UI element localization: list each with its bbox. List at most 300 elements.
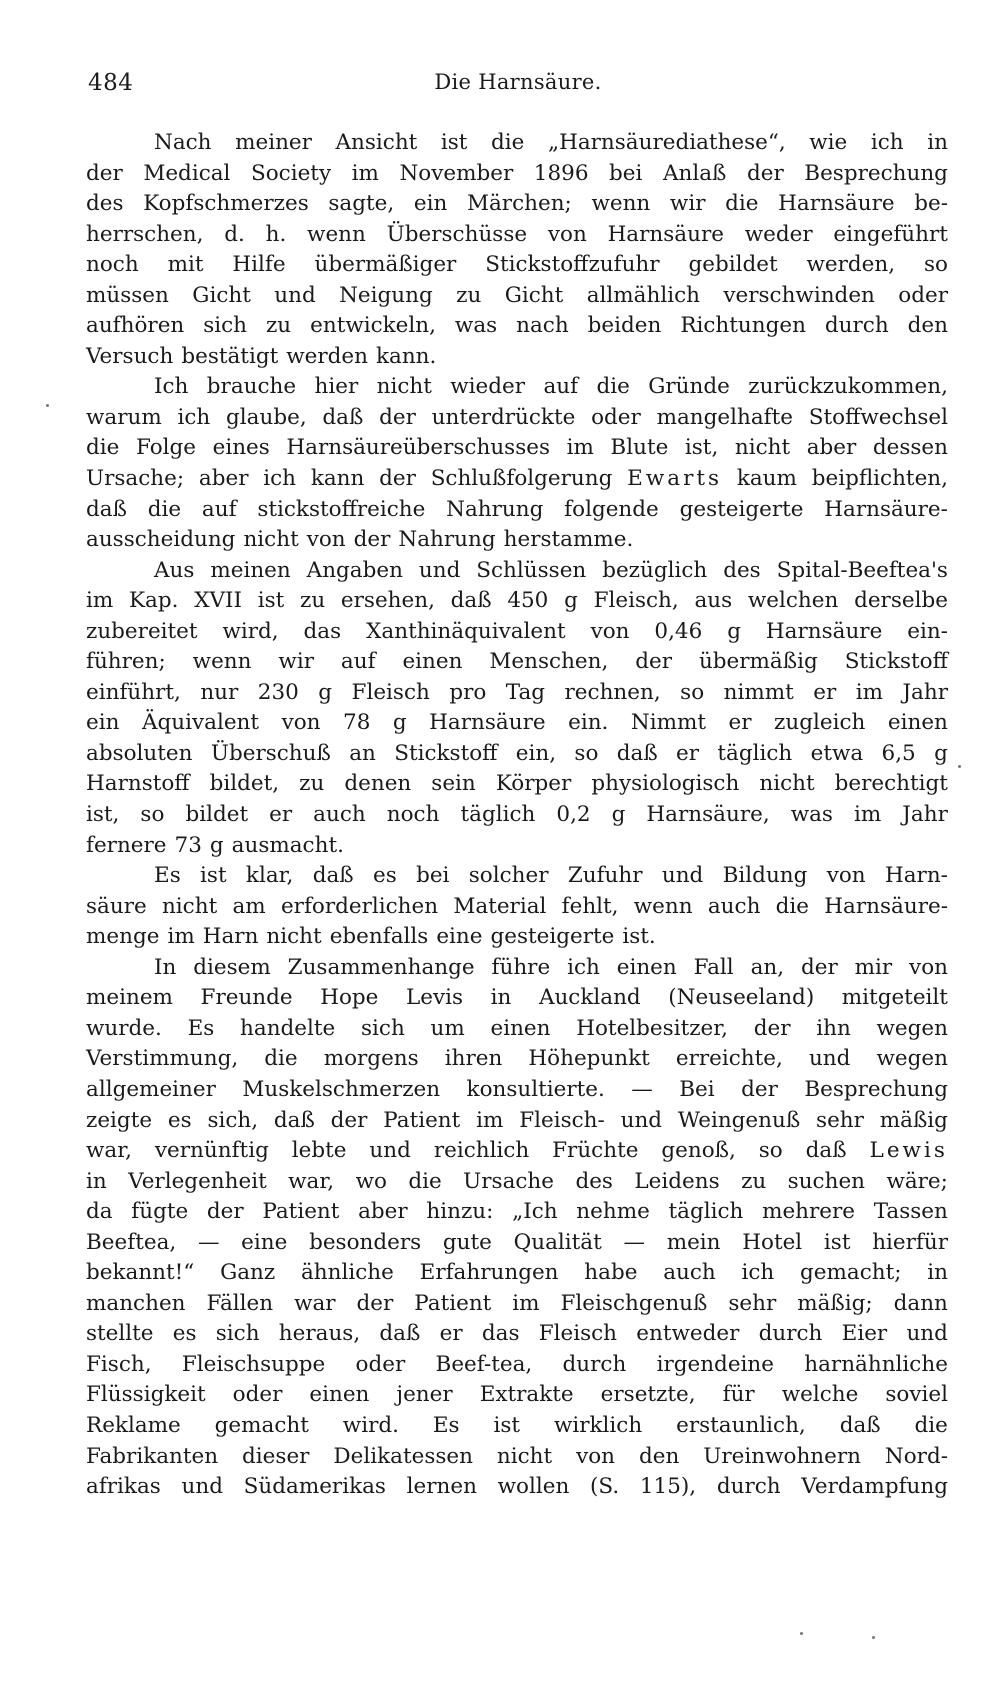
word: daß — [86, 496, 127, 522]
word: er — [269, 802, 293, 828]
word: da — [86, 1199, 113, 1225]
text-line — [86, 464, 948, 495]
word: täglich — [460, 802, 536, 828]
word: suchen — [787, 1168, 866, 1194]
word: Bei — [679, 1076, 715, 1102]
word: um — [430, 1015, 465, 1041]
word: von — [306, 527, 346, 553]
word: Ursache; — [86, 466, 185, 492]
word: noch — [86, 252, 139, 278]
word: meiner — [235, 130, 312, 155]
word: hierfür — [872, 1229, 948, 1255]
word: täglich — [717, 740, 793, 766]
word: wirklich — [553, 1412, 643, 1438]
word: und — [661, 863, 704, 889]
word: war — [294, 1290, 336, 1316]
word: Society — [250, 160, 332, 186]
word: beipflichten, — [811, 466, 948, 492]
word: Es — [187, 1015, 215, 1041]
word: Xanthinäquivalent — [366, 618, 566, 644]
word: Harnsäure — [778, 191, 895, 217]
word: gesteigerte — [679, 496, 804, 522]
word: und — [369, 1138, 411, 1164]
word: wenn — [633, 893, 693, 919]
word: beiden — [587, 313, 662, 339]
word: genoß, — [661, 1138, 736, 1164]
word: auch — [663, 1260, 716, 1286]
word: der — [379, 466, 416, 492]
word: Angaben — [306, 557, 403, 583]
word: reichlich — [433, 1138, 530, 1164]
word: und — [620, 1107, 663, 1133]
word: das — [303, 618, 342, 644]
word: Verstimmung, — [86, 1046, 239, 1072]
word: Tag — [505, 679, 546, 705]
word: Harn — [202, 924, 259, 950]
word: sehr — [728, 1290, 777, 1316]
word: physiologisch — [591, 771, 740, 797]
word: allgemeiner — [86, 1076, 216, 1102]
word: wo — [355, 1168, 387, 1194]
word: Hotelbesitzer, — [576, 1015, 729, 1041]
word: von — [576, 1443, 616, 1469]
word: Jahr — [902, 679, 948, 705]
word: wenn — [192, 649, 252, 675]
word: lebte — [291, 1138, 347, 1164]
word: ist — [200, 863, 227, 889]
word: Folge — [135, 435, 197, 461]
word: erstaunlich, — [676, 1412, 806, 1438]
word: hier — [314, 374, 359, 400]
word: bekannt!“ — [86, 1260, 195, 1286]
word: ein, — [515, 740, 557, 766]
word: einen — [309, 1382, 370, 1408]
word: gemacht — [214, 1412, 309, 1438]
word: 115), — [639, 1474, 697, 1500]
word: Körper — [495, 771, 572, 797]
word: fehlt, — [561, 893, 619, 919]
word: „Harnsäurediathese“, — [547, 130, 786, 155]
word: Eier — [841, 1321, 888, 1347]
word: — — [623, 1229, 645, 1255]
word: g — [318, 679, 333, 705]
text-line — [86, 342, 948, 373]
word: im — [566, 435, 594, 461]
word: Harnsäureüberschusses — [286, 435, 550, 461]
word: Früchte — [552, 1138, 639, 1164]
text-line — [86, 617, 948, 648]
word: menge — [86, 924, 160, 950]
word: ist, — [684, 435, 719, 461]
word: be- — [914, 191, 948, 217]
word: Muskelschmerzen — [242, 1076, 441, 1102]
text-line — [86, 983, 948, 1014]
word: von — [547, 221, 587, 247]
word: sehr — [816, 1107, 864, 1133]
word: — — [631, 1076, 653, 1102]
word: den — [907, 313, 948, 339]
word: kaum — [736, 466, 797, 492]
word: nach — [516, 313, 569, 339]
word: was — [790, 802, 833, 828]
word: und — [418, 557, 461, 583]
text-line — [86, 1167, 948, 1198]
scan-speck — [958, 765, 961, 768]
word: Besprechung — [804, 160, 948, 186]
text-line — [86, 495, 948, 526]
word: mangelhafte — [656, 404, 793, 430]
word: Beeftea, — [86, 1229, 177, 1255]
word: mein — [666, 1229, 721, 1255]
word: Schlüssen — [476, 557, 587, 583]
word: g — [564, 588, 578, 614]
word: eines — [212, 435, 270, 461]
word: ist, — [86, 802, 120, 828]
word: Extrakte — [479, 1382, 574, 1408]
word: Flüssigkeit — [86, 1382, 206, 1408]
text-line — [86, 1472, 948, 1503]
word: Freunde — [200, 985, 293, 1011]
word: Versuch — [86, 343, 174, 369]
word: gemacht; — [800, 1260, 902, 1286]
word: Südamerikas — [243, 1474, 386, 1500]
word: wurde. — [86, 1015, 162, 1041]
text-line — [86, 708, 948, 739]
word: fügte — [131, 1199, 189, 1225]
word: von — [590, 618, 630, 644]
word: dessen — [872, 435, 948, 461]
text-line — [86, 1228, 948, 1259]
word: so — [574, 740, 599, 766]
word: Bildung — [722, 863, 808, 889]
word: 1896 — [533, 160, 589, 186]
word: Nach — [154, 130, 212, 155]
word: aus — [694, 588, 733, 614]
word: manchen — [86, 1290, 186, 1316]
word: auch — [707, 893, 761, 919]
word: Stickstoff — [394, 740, 498, 766]
word: nicht — [734, 435, 791, 461]
word: des — [575, 1168, 613, 1194]
word: habe — [584, 1260, 638, 1286]
word: Besprechung — [804, 1076, 948, 1102]
word: die — [86, 435, 120, 461]
word: der — [353, 527, 391, 553]
word: bei — [609, 160, 643, 186]
word: im — [167, 924, 195, 950]
word: soviel — [885, 1382, 948, 1408]
word: nicht — [376, 374, 432, 400]
text-line — [86, 1014, 948, 1045]
word: der — [753, 1015, 791, 1041]
word: die — [264, 1046, 298, 1072]
word: daß — [450, 588, 492, 614]
word: auf — [543, 374, 579, 400]
word: die — [914, 1412, 948, 1438]
word: meinen — [210, 557, 291, 583]
word: denen — [344, 771, 412, 797]
word: müssen — [86, 282, 169, 308]
word: Verlegenheit — [128, 1168, 267, 1194]
text-line — [86, 1442, 948, 1473]
word: bestätigt — [181, 343, 279, 369]
word: konsultierte. — [466, 1076, 605, 1102]
word: brauche — [206, 374, 297, 400]
word: besonders — [309, 1229, 422, 1255]
word: von — [909, 954, 948, 980]
word: ist — [823, 1229, 851, 1255]
word: nur — [200, 679, 239, 705]
word: die — [596, 374, 630, 400]
word: stickstoffreiche — [257, 496, 426, 522]
word: die — [491, 130, 525, 155]
word: Gicht — [504, 282, 564, 308]
text-line — [86, 586, 948, 617]
word: 450 — [507, 588, 549, 614]
word: einen — [490, 1015, 551, 1041]
text-line — [86, 189, 948, 220]
text-line — [86, 250, 948, 281]
word: der — [206, 1199, 244, 1225]
word: in — [490, 985, 512, 1011]
word: 0,46 — [654, 618, 703, 644]
word: nicht — [161, 893, 218, 919]
word: Fisch, — [86, 1351, 152, 1377]
word: übermäßiger — [314, 252, 457, 278]
word: weder — [744, 221, 813, 247]
word: (S. — [590, 1474, 620, 1500]
word: sich — [215, 1321, 260, 1347]
word: werden, — [806, 252, 896, 278]
word: 6,5 — [881, 740, 916, 766]
word: Zusammenhange — [287, 954, 475, 980]
word: eine — [241, 1229, 288, 1255]
word: warum — [86, 404, 162, 430]
word: November — [399, 160, 514, 186]
word: h. — [265, 221, 287, 247]
word: Es — [432, 1412, 460, 1438]
text-line — [86, 128, 948, 159]
word: so — [140, 802, 165, 828]
word: allmählich — [586, 282, 700, 308]
word: führen; — [86, 649, 166, 675]
word: g — [392, 710, 407, 736]
word: Harn- — [884, 863, 948, 889]
word: eingeführt — [833, 221, 948, 247]
word: Stoffwechsel — [808, 404, 948, 430]
word: Überschuß — [210, 740, 331, 766]
word: Delikatessen — [333, 1443, 473, 1469]
word: in — [86, 1168, 107, 1194]
text-line — [86, 953, 948, 984]
text-line — [86, 1075, 948, 1106]
word: sich — [203, 313, 248, 339]
text-line — [86, 1106, 948, 1137]
word: Harnsäure — [607, 221, 724, 247]
word: diesem — [193, 954, 271, 980]
text-line — [86, 1380, 948, 1411]
word: glaube, — [226, 404, 307, 430]
word: Märchen; — [466, 191, 572, 217]
word: werden — [286, 343, 368, 369]
word: ich — [567, 954, 600, 980]
word: Ganz — [220, 1260, 276, 1286]
word: Ich — [154, 374, 189, 400]
word: es — [172, 1321, 197, 1347]
word: verschwinden — [723, 282, 875, 308]
text-line — [86, 922, 948, 953]
word: das — [481, 1321, 520, 1347]
word: herstamme. — [503, 527, 634, 553]
word: ähnliche — [300, 1260, 394, 1286]
word: etwa — [810, 740, 864, 766]
text-line — [86, 1289, 948, 1320]
word: Stickstoff — [844, 649, 948, 675]
word: Material — [453, 893, 547, 919]
word: Hilfe — [232, 252, 286, 278]
word: unterdrückte — [431, 404, 576, 430]
scan-speck — [872, 1636, 875, 1639]
word: im — [351, 160, 379, 186]
word: ist — [493, 1412, 521, 1438]
word: zugleich — [774, 710, 866, 736]
word: des — [723, 557, 761, 583]
word: im — [855, 679, 883, 705]
word: durch — [758, 1321, 823, 1347]
word: berechtigt — [834, 771, 948, 797]
word: so — [758, 1138, 783, 1164]
word: der — [86, 160, 123, 186]
word: Medical — [143, 160, 231, 186]
word: wegen — [876, 1015, 948, 1041]
word: ein. — [568, 710, 609, 736]
word: ein- — [907, 618, 948, 644]
word: der — [379, 404, 416, 430]
word: Patient — [262, 1199, 340, 1225]
text-line — [86, 678, 948, 709]
word: ich — [263, 466, 297, 492]
word: im — [86, 588, 114, 614]
word: welchen — [747, 588, 839, 614]
word: Gicht — [192, 282, 251, 308]
word: ist — [257, 588, 285, 614]
word: und — [274, 282, 316, 308]
text-line — [86, 831, 948, 862]
word: Fleisch, — [593, 588, 679, 614]
text-line — [86, 769, 948, 800]
word: und — [181, 1474, 223, 1500]
word: wegen — [876, 1046, 948, 1072]
word: so — [923, 252, 948, 278]
word: sich, — [207, 1107, 259, 1133]
word: 78 — [343, 710, 371, 736]
word: erforderlichen — [280, 893, 439, 919]
text-line — [86, 1411, 948, 1442]
word: die — [725, 191, 759, 217]
word: Es — [154, 863, 181, 889]
word: bildet, — [209, 771, 280, 797]
word: Leidens — [634, 1168, 720, 1194]
word: Fall — [693, 954, 734, 980]
text-line — [86, 372, 948, 403]
word: dann — [893, 1290, 948, 1316]
text-line — [86, 556, 948, 587]
word: Harnstoff — [86, 771, 190, 797]
word: Verdampfung — [801, 1474, 948, 1500]
word: erreichte, — [675, 1046, 783, 1072]
word: er — [676, 740, 700, 766]
word: irgendeine — [656, 1351, 774, 1377]
word: ersetzte, — [600, 1382, 696, 1408]
word: Neigung — [339, 282, 433, 308]
word: mäßig; — [797, 1290, 873, 1316]
text-line — [86, 220, 948, 251]
word: dieser — [242, 1443, 310, 1469]
word: fernere — [86, 832, 167, 858]
word: von — [826, 863, 866, 889]
word: der — [356, 1290, 394, 1316]
word: g — [934, 740, 948, 766]
word: führe — [491, 954, 551, 980]
word: Harnsäure — [765, 618, 883, 644]
word: aber — [358, 1199, 408, 1225]
word: mitgeteilt — [841, 985, 948, 1011]
word: im — [853, 802, 882, 828]
word: eine — [436, 924, 483, 950]
word: gute — [442, 1229, 492, 1255]
word: nicht — [759, 771, 815, 797]
word: in — [927, 130, 948, 155]
word: in — [927, 1260, 948, 1286]
word: gebildet — [688, 252, 778, 278]
word: wäre; — [886, 1168, 948, 1194]
word: heraus, — [278, 1321, 361, 1347]
text-line — [86, 403, 948, 434]
text-line — [86, 800, 948, 831]
word: nicht — [496, 1443, 553, 1469]
word: die — [147, 496, 182, 522]
word: Fleisch — [538, 1321, 618, 1347]
word: gesteigerte — [490, 924, 615, 950]
running-title: Die Harnsäure. — [434, 70, 602, 94]
word: er — [439, 1321, 463, 1347]
word: Äquivalent — [141, 710, 260, 736]
scan-speck — [46, 404, 49, 407]
word: daß — [616, 740, 658, 766]
word: Blute — [610, 435, 669, 461]
word: aber — [198, 466, 249, 492]
word: ausmacht. — [231, 832, 344, 858]
text-line — [86, 433, 948, 464]
word: daß — [312, 863, 354, 889]
word: oder — [355, 1351, 406, 1377]
word: auf — [201, 496, 237, 522]
word: g — [209, 832, 224, 858]
word: mir — [854, 954, 893, 980]
word: aber — [806, 435, 857, 461]
word: Ansicht — [335, 130, 418, 155]
word: sagte, — [328, 191, 395, 217]
word: XVII — [194, 588, 243, 614]
word: Beef-tea, — [435, 1351, 533, 1377]
word: nicht — [243, 527, 299, 553]
word: Aus — [154, 557, 195, 583]
word: zeigte — [86, 1107, 153, 1133]
word: der — [635, 649, 673, 675]
word: stellte — [86, 1321, 154, 1347]
word: Fleischgenuß — [560, 1290, 708, 1316]
word: herrschen, — [86, 221, 204, 247]
